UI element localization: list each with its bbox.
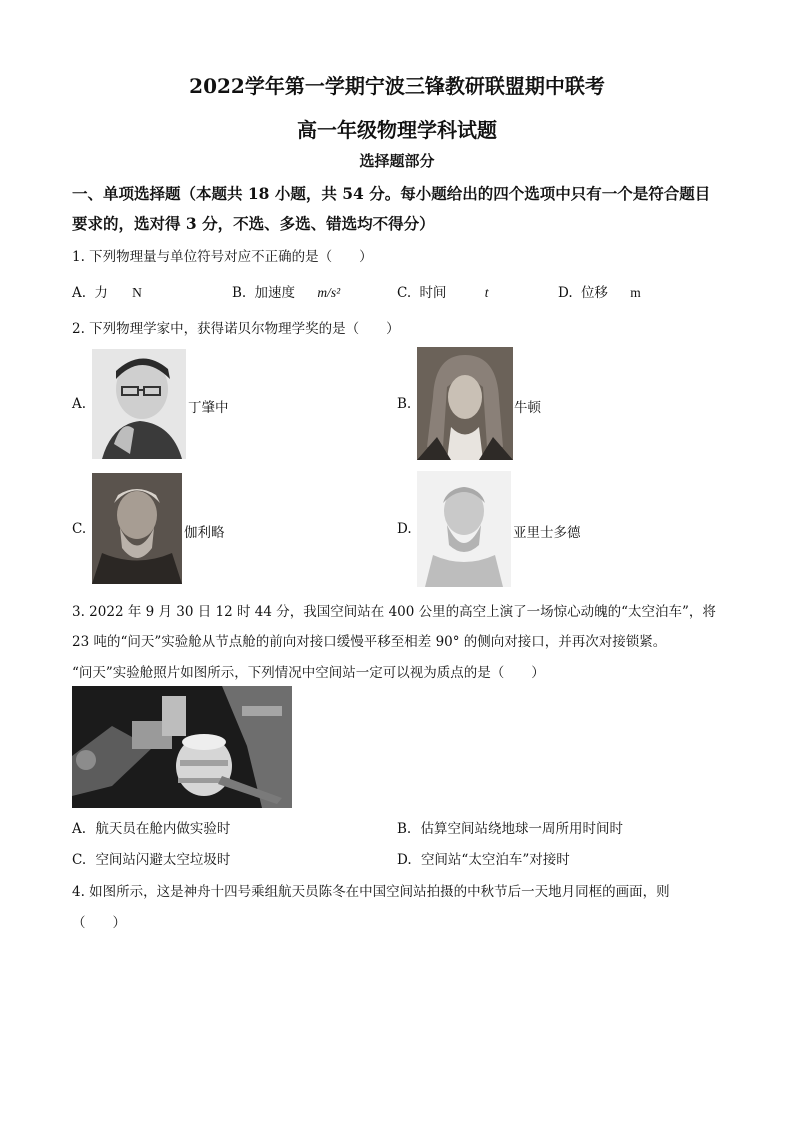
q2-option-a-label: A.: [72, 396, 87, 412]
q3-option-c: [72, 848, 230, 868]
option-text: 力: [94, 285, 108, 301]
option-text: 时间: [419, 285, 447, 301]
exam-subtitle: 高一年级物理学科试题: [297, 118, 497, 142]
option-text: 空间站“太空泊车”对接时: [420, 852, 570, 868]
q3-stem-line3: “问天”实验舱照片如图所示，下列情况中空间站一定可以视为质点的是（ ）: [72, 665, 545, 681]
option-text: 加速度: [254, 285, 296, 301]
option-text: 估算空间站绕地球一周所用时间时: [420, 821, 624, 837]
q3-option-d: [397, 848, 570, 868]
q4-stem-line1: 4. 如图所示，这是神舟十四号乘组航天员陈冬在中国空间站拍摄的中秋节后一天地月同框的画面，则: [72, 884, 670, 900]
q3-option-b: [397, 817, 623, 837]
option-text: 位移: [580, 285, 608, 301]
option-label: D.: [397, 852, 412, 868]
option-label: C.: [72, 852, 87, 868]
portrait-photo-image: [92, 349, 186, 459]
option-label: C.: [397, 285, 412, 301]
option-unit: m/s²: [317, 285, 341, 300]
portrait-painting-image: [92, 473, 182, 584]
option-label: A.: [72, 285, 87, 301]
q1-stem: 1. 下列物理量与单位符号对应不正确的是（ ）: [72, 249, 373, 265]
q2-option-c-label: C.: [72, 521, 87, 537]
q2-option-a-name: 丁肇中: [188, 400, 229, 416]
statue-bust-image: [417, 471, 511, 587]
q4-stem-line2: （ ）: [72, 915, 126, 931]
option-label: B.: [232, 285, 247, 301]
section-heading-line2: 要求的，选对得 3 分，不选、多选、错选均不得分）: [72, 214, 435, 233]
option-text: 航天员在舱内做实验时: [95, 821, 231, 837]
option-unit: t: [484, 285, 489, 300]
q2-option-b-name: 牛顿: [514, 400, 541, 416]
q3-option-a: [72, 817, 230, 837]
q1-option-d: [558, 281, 641, 301]
q2-option-d-label: D.: [397, 521, 412, 537]
option-label: A.: [72, 821, 87, 837]
q2-option-d-name: 亚里士多德: [513, 525, 581, 541]
section-heading-line1: 一、单项选择题（本题共 18 小题，共 54 分。每小题给出的四个选项中只有一个是符合题目: [72, 184, 711, 203]
space-station-photo-image: [72, 686, 292, 808]
q1-option-c: [397, 281, 489, 301]
exam-title: 2022学年第一学期宁波三锋教研联盟期中联考: [189, 74, 605, 98]
q3-stem-line1: 3. 2022 年 9 月 30 日 12 时 44 分，我国空间站在 400 公里的高空上演了一场惊心动魄的“太空泊车”，将: [72, 604, 716, 620]
portrait-engraving-image: [417, 347, 513, 460]
option-unit: N: [132, 285, 142, 300]
q2-option-b-label: B.: [397, 396, 412, 412]
part-heading: 选择题部分: [359, 152, 435, 170]
option-unit: m: [630, 285, 641, 300]
option-label: B.: [397, 821, 412, 837]
q1-option-b: [232, 281, 340, 301]
q3-stem-line2: 23 吨的“问天”实验舱从节点舱的前向对接口缓慢平移至相差 90° 的侧向对接口，并再次对接锁紧。: [72, 634, 667, 650]
option-text: 空间站闪避太空垃圾时: [95, 852, 231, 868]
q2-stem: 2. 下列物理学家中，获得诺贝尔物理学奖的是（ ）: [72, 321, 400, 337]
q1-option-a: [72, 281, 142, 301]
q2-option-c-name: 伽利略: [184, 525, 225, 541]
option-label: D.: [558, 285, 573, 301]
